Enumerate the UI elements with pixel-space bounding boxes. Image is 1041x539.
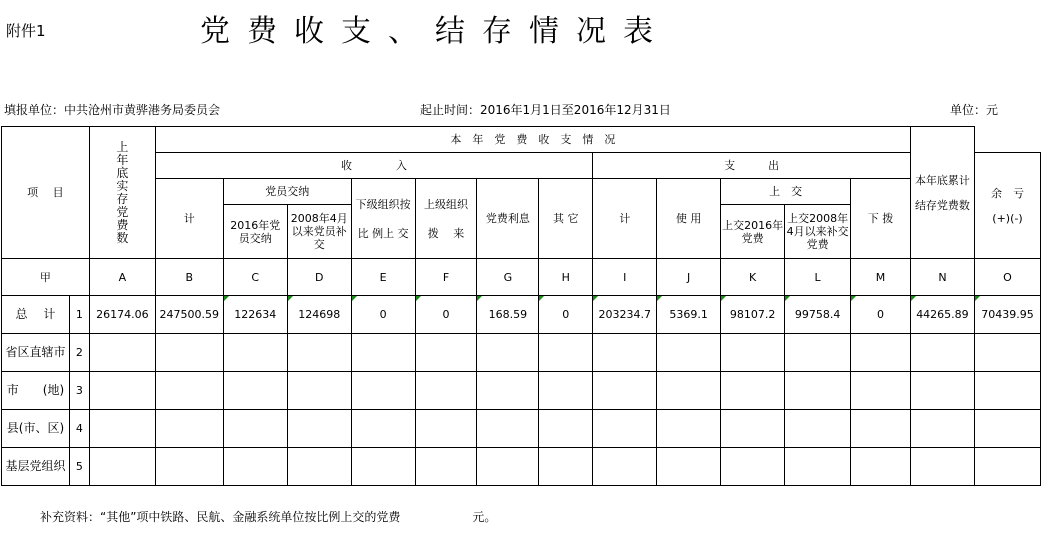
letter-cell: O	[974, 259, 1040, 296]
value-cell	[910, 372, 974, 410]
value-cell	[910, 334, 974, 372]
value-cell	[415, 334, 477, 372]
attachment-label: 附件1	[6, 22, 46, 40]
value-cell: 5369.1	[657, 296, 721, 334]
value-cell	[351, 372, 415, 410]
value-cell	[539, 334, 593, 372]
value-cell	[974, 372, 1040, 410]
table-row	[2, 296, 1041, 334]
letter-cell: D	[287, 259, 351, 296]
table-row	[2, 410, 1041, 448]
value-cell	[89, 410, 155, 448]
value-cell	[89, 334, 155, 372]
value-cell	[89, 448, 155, 486]
row-label: 省区直辖市	[2, 334, 70, 372]
value-cell	[223, 448, 287, 486]
value-cell	[351, 448, 415, 486]
header-submit: 上 交	[721, 179, 851, 205]
header-submit-2008: 上交2008年4月以来补交党费	[785, 205, 851, 259]
header-income: 收 入	[155, 153, 592, 179]
value-cell: 70439.95	[974, 296, 1040, 334]
header-upper-org: 上级组织 拨 来	[415, 179, 477, 259]
value-cell	[477, 410, 539, 448]
value-cell	[351, 410, 415, 448]
value-cell: 98107.2	[721, 296, 785, 334]
header-other: 其 它	[539, 179, 593, 259]
value-cell	[657, 410, 721, 448]
supplementary-note: 补充资料：“其他”项中铁路、民航、金融系统单位按比例上交的党费 元。	[40, 510, 497, 524]
cell-comment-marker-icon	[975, 296, 980, 301]
value-cell	[785, 448, 851, 486]
value-cell	[415, 448, 477, 486]
header-member-2008: 2008年4月以来党员补交	[287, 205, 351, 259]
value-cell	[477, 334, 539, 372]
value-cell: 0	[415, 296, 477, 334]
value-cell	[721, 334, 785, 372]
page-title: 党费收支、结存情况表	[200, 14, 670, 49]
value-cell: 0	[351, 296, 415, 334]
value-cell	[785, 334, 851, 372]
header-item: 项 目	[2, 127, 90, 259]
value-cell	[155, 372, 223, 410]
letter-cell: C	[223, 259, 287, 296]
table-row	[2, 448, 1041, 486]
letter-cell: K	[721, 259, 785, 296]
value-cell	[593, 334, 657, 372]
value-cell	[657, 372, 721, 410]
cell-comment-marker-icon	[785, 296, 790, 301]
letter-cell: J	[657, 259, 721, 296]
value-cell	[785, 410, 851, 448]
reporting-unit: 填报单位：中共沧州市黄骅港务局委员会	[4, 103, 221, 117]
header-prev-balance: 上年底实存党费数	[89, 127, 155, 259]
cell-comment-marker-icon	[721, 296, 726, 301]
value-cell: 124698	[287, 296, 351, 334]
value-cell	[155, 448, 223, 486]
table-row	[2, 334, 1041, 372]
value-cell	[539, 410, 593, 448]
header-lower-org: 下级组织按 比 例上 交	[351, 179, 415, 259]
value-cell	[851, 334, 911, 372]
value-cell	[593, 448, 657, 486]
value-cell	[287, 334, 351, 372]
value-cell	[287, 448, 351, 486]
header-this-year: 本 年 党 费 收 支 情 况	[155, 127, 910, 153]
value-cell	[415, 372, 477, 410]
cell-comment-marker-icon	[851, 296, 856, 301]
cell-comment-marker-icon	[593, 296, 598, 301]
value-cell	[851, 372, 911, 410]
value-cell	[721, 448, 785, 486]
letter-cell: G	[477, 259, 539, 296]
row-number: 1	[69, 296, 89, 334]
value-cell	[910, 448, 974, 486]
value-cell: 247500.59	[155, 296, 223, 334]
value-cell	[477, 448, 539, 486]
value-cell: 203234.7	[593, 296, 657, 334]
row-label: 市 (地)	[2, 372, 70, 410]
cell-comment-marker-icon	[539, 296, 544, 301]
row-label: 总 计	[2, 296, 70, 334]
header-member-paid: 党员交纳	[223, 179, 351, 205]
cell-comment-marker-icon	[477, 296, 482, 301]
value-cell: 26174.06	[89, 296, 155, 334]
header-expense: 支 出	[593, 153, 911, 179]
value-cell	[657, 448, 721, 486]
letter-cell: H	[539, 259, 593, 296]
value-cell	[851, 448, 911, 486]
value-cell	[287, 410, 351, 448]
value-cell	[223, 410, 287, 448]
value-cell: 44265.89	[910, 296, 974, 334]
letter-cell: L	[785, 259, 851, 296]
value-cell	[593, 410, 657, 448]
value-cell	[721, 372, 785, 410]
row-number: 2	[69, 334, 89, 372]
reporting-period: 起止时间：2016年1月1日至2016年12月31日	[420, 103, 671, 117]
cell-comment-marker-icon	[224, 296, 229, 301]
value-cell	[974, 410, 1040, 448]
row-number: 4	[69, 410, 89, 448]
header-surplus: 余 亏 (+)(-)	[974, 153, 1040, 259]
table-row	[2, 372, 1041, 410]
cell-comment-marker-icon	[657, 296, 662, 301]
value-cell	[477, 372, 539, 410]
value-cell: 0	[851, 296, 911, 334]
value-cell	[910, 410, 974, 448]
letter-cell: 甲	[2, 259, 90, 296]
value-cell	[287, 372, 351, 410]
letter-cell: N	[910, 259, 974, 296]
cell-comment-marker-icon	[352, 296, 357, 301]
letter-row	[2, 259, 1041, 296]
value-cell	[223, 372, 287, 410]
letter-cell: M	[851, 259, 911, 296]
currency-unit: 单位：元	[950, 103, 999, 117]
row-number: 5	[69, 448, 89, 486]
letter-cell: I	[593, 259, 657, 296]
letter-cell: A	[89, 259, 155, 296]
value-cell	[657, 334, 721, 372]
row-label: 县(市、区)	[2, 410, 70, 448]
header-allocate: 下 拨	[851, 179, 911, 259]
value-cell	[785, 372, 851, 410]
value-cell: 99758.4	[785, 296, 851, 334]
cell-comment-marker-icon	[416, 296, 421, 301]
value-cell	[974, 448, 1040, 486]
value-cell: 168.59	[477, 296, 539, 334]
cell-comment-marker-icon	[288, 296, 293, 301]
header-interest: 党费利息	[477, 179, 539, 259]
letter-cell: F	[415, 259, 477, 296]
value-cell: 122634	[223, 296, 287, 334]
value-cell	[539, 448, 593, 486]
cell-comment-marker-icon	[911, 296, 916, 301]
value-cell: 0	[539, 296, 593, 334]
letter-cell: B	[155, 259, 223, 296]
value-cell	[351, 334, 415, 372]
value-cell	[89, 372, 155, 410]
header-submit-2016: 上交2016年党费	[721, 205, 785, 259]
letter-cell: E	[351, 259, 415, 296]
party-fee-table	[1, 126, 1041, 486]
value-cell	[223, 334, 287, 372]
value-cell	[415, 410, 477, 448]
header-cumulative: 本年底累计 结存党费数	[910, 127, 974, 259]
value-cell	[593, 372, 657, 410]
value-cell	[974, 334, 1040, 372]
row-number: 3	[69, 372, 89, 410]
header-income-total: 计	[155, 179, 223, 259]
value-cell	[851, 410, 911, 448]
value-cell	[721, 410, 785, 448]
value-cell	[539, 372, 593, 410]
row-label: 基层党组织	[2, 448, 70, 486]
header-member-2016: 2016年党员交纳	[223, 205, 287, 259]
value-cell	[155, 334, 223, 372]
value-cell	[155, 410, 223, 448]
header-use: 使 用	[657, 179, 721, 259]
header-expense-total: 计	[593, 179, 657, 259]
